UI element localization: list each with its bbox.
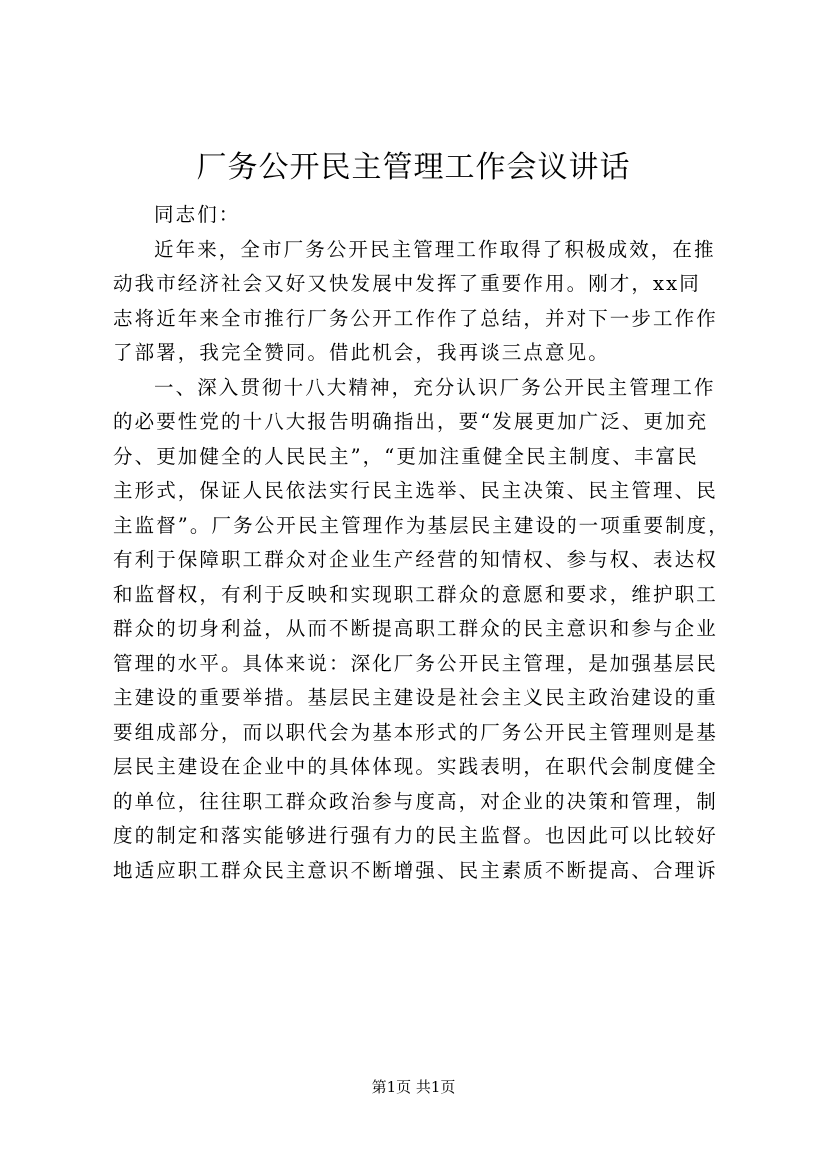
paragraph-line: 度的制定和落实能够进行强有力的民主监督。也因此可以比较好 (113, 824, 718, 847)
paragraph-line: 主形式，保证人民依法实行民主选举、民主决策、民主管理、民 (113, 479, 718, 502)
paragraph-line: 群众的切身利益，从而不断提高职工群众的民主意识和参与企业 (113, 617, 718, 640)
document-title: 厂务公开民主管理工作会议讲话 (196, 150, 631, 185)
paragraph-line: 层民主建设在企业中的具体体现。实践表明，在职代会制度健全 (113, 755, 718, 778)
paragraph-line: 了部署，我完全赞同。借此机会，我再谈三点意见。 (113, 341, 610, 364)
paragraph-line: 一、深入贯彻十八大精神，充分认识厂务公开民主管理工作 (154, 375, 716, 399)
paragraph-line: 同志们： (154, 203, 241, 226)
paragraph-line: 地适应职工群众民主意识不断增强、民主素质不断提高、合理诉 (113, 858, 718, 882)
paragraph-line: 主监督”。厂务公开民主管理作为基层民主建设的一项重要制度， (113, 513, 730, 537)
paragraph-line: 管理的水平。具体来说：深化厂务公开民主管理，是加强基层民 (113, 651, 718, 675)
paragraph-line: 要组成部分，而以职代会为基本形式的厂务公开民主管理则是基 (113, 720, 718, 744)
paragraph-line: 的单位，往往职工群众政治参与度高，对企业的决策和管理，制 (113, 789, 718, 813)
page-number-footer: 第1页 共1页 (371, 1078, 456, 1096)
paragraph-line: 和监督权，有利于反映和实现职工群众的意愿和要求，维护职工 (113, 582, 718, 606)
paragraph-line: 有利于保障职工群众对企业生产经营的知情权、参与权、表达权 (113, 548, 718, 571)
paragraph-line: 近年来，全市厂务公开民主管理工作取得了积极成效，在推 (154, 237, 716, 261)
paragraph-line: 分、更加健全的人民民主”，“更加注重健全民主制度、丰富民 (113, 444, 699, 468)
paragraph-line: 的必要性党的十八大报告明确指出，要“发展更加广泛、更加充 (113, 410, 709, 433)
document-body (113, 198, 738, 888)
paragraph-line: 志将近年来全市推行厂务公开工作作了总结，并对下一步工作作 (113, 306, 718, 330)
paragraph-line: 主建设的重要举措。基层民主建设是社会主义民主政治建设的重 (113, 686, 718, 709)
paragraph-line: 动我市经济社会又好又快发展中发挥了重要作用。刚才，xx同 (113, 272, 701, 295)
